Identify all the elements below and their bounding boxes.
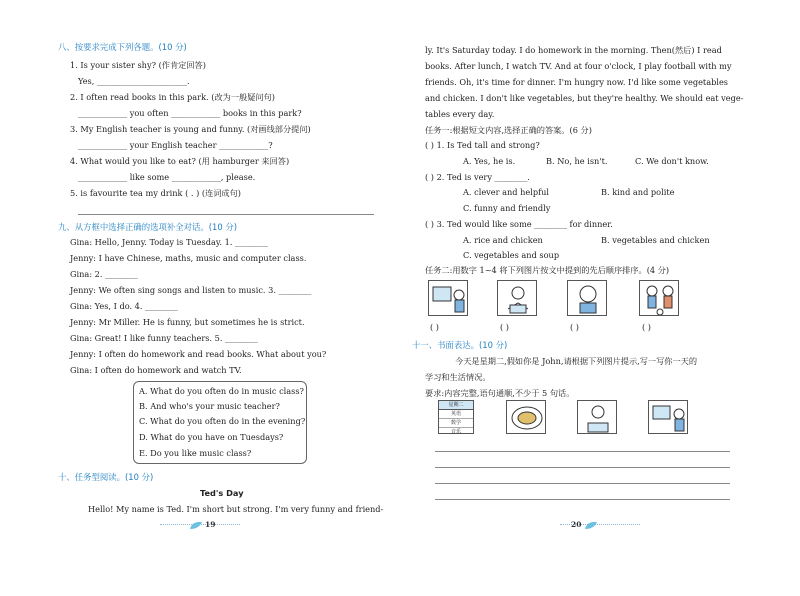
order-blank: ( ) — [570, 322, 579, 332]
q8-2-answer: ____________ you often ____________ books in this park? — [78, 108, 302, 118]
picture-dinner — [567, 280, 607, 316]
dialogue-line: Jenny: I often do homework and read books. What about you? — [70, 349, 327, 359]
task1-heading: 任务一:根据短文内容,选择正确的答案。(6 分) — [425, 125, 592, 135]
option: C. funny and friendly — [463, 203, 551, 213]
right-page — [400, 0, 800, 596]
dialogue-line: Gina: Great! I like funny teachers. 5. ________ — [70, 333, 258, 343]
writing-line[interactable] — [435, 499, 730, 500]
schedule-card — [438, 400, 474, 434]
dialogue-line: Jenny: Mr Miller. He is funny, but sometimes he is strict. — [70, 317, 305, 327]
picture-watch-tv — [428, 280, 468, 316]
dialogue-line: Gina: 2. ________ — [70, 269, 138, 279]
passage-line: friends. Oh, it's time for dinner. I'm hungry now. I'd like some vegetables — [425, 77, 728, 87]
option: B. vegetables and chicken — [601, 235, 710, 245]
dialogue-line: Gina: Hello, Jenny. Today is Tuesday. 1. ________ — [70, 237, 268, 247]
q8-4-answer: ____________ like some ____________, please. — [78, 172, 256, 182]
option: B. No, he isn't. — [546, 156, 608, 166]
page-number: 19 — [205, 520, 216, 529]
picture-football — [639, 280, 679, 316]
task1-q1: ( ) 1. Is Ted tall and strong? — [425, 140, 540, 150]
writing-prompt: 学习和生活情况。 — [425, 372, 491, 382]
q8-3-answer: ____________ your English teacher ____________? — [78, 140, 273, 150]
page-number: 20 — [571, 520, 582, 529]
order-blank: ( ) — [500, 322, 509, 332]
picture-watch-tv-2 — [648, 400, 688, 434]
picture-read-books — [497, 280, 537, 316]
dialogue-line: Gina: Yes, I do. 4. ________ — [70, 301, 178, 311]
writing-line[interactable] — [435, 467, 730, 468]
q8-4: 4. What would you like to eat? (用 hamburger 来回答) — [70, 156, 290, 166]
option-c: C. What do you often do in the evening? — [139, 416, 306, 426]
schedule-item: 英语 — [439, 410, 473, 419]
order-blank: ( ) — [430, 322, 439, 332]
q8-1: 1. Is your sister shy? (作肯定回答) — [70, 60, 206, 70]
writing-prompt: 今天是星期二,假如你是 John,请根据下列图片提示,写一写你一天的 — [455, 356, 698, 366]
schedule-day: 星期二 — [439, 401, 473, 410]
picture-food-plate — [506, 400, 546, 434]
dialogue-line: Jenny: I have Chinese, maths, music and computer class. — [70, 253, 307, 263]
task2-heading: 任务二:用数字 1~4 将下列图片按文中提到的先后顺序排序。(4 分) — [425, 265, 670, 275]
option-d: D. What do you have on Tuesdays? — [139, 432, 284, 442]
q8-5-answer-line — [78, 214, 374, 215]
option-b: B. And who's your music teacher? — [139, 401, 280, 411]
passage-line: ly. It's Saturday today. I do homework in the morning. Then(然后) I read — [425, 45, 722, 55]
option: A. clever and helpful — [463, 187, 550, 197]
option: A. Yes, he is. — [463, 156, 516, 166]
schedule-item: 音乐 — [450, 429, 461, 435]
leaf-icon — [584, 520, 598, 530]
option-a: A. What do you often do in music class? — [139, 386, 304, 396]
writing-requirement: 要求:内容完整,语句通顺,不少于 5 句话。 — [425, 388, 575, 398]
q8-2: 2. I often read books in this park. (改为一般疑问句) — [70, 92, 275, 102]
writing-line[interactable] — [435, 451, 730, 452]
task1-q2: ( ) 2. Ted is very ________. — [425, 172, 530, 182]
order-blank: ( ) — [642, 322, 651, 332]
passage-line: and chicken. I don't like vegetables, but they're healthy. We should eat vege- — [425, 93, 744, 103]
picture-study — [577, 400, 617, 434]
option: C. vegetables and soup — [463, 250, 560, 260]
section-8-heading: 八、按要求完成下列各题。(10 分) — [58, 42, 187, 52]
option: C. We don't know. — [635, 156, 709, 166]
passage-line: books. After lunch, I watch TV. And at four o'clock, I play football with my — [425, 61, 732, 71]
option-e: E. Do you like music class? — [139, 448, 252, 458]
passage-title: Ted's Day — [200, 488, 244, 498]
dialogue-line: Jenny: We often sing songs and listen to music. 3. ________ — [70, 285, 312, 295]
q8-3: 3. My English teacher is young and funny. (对画线部分提问) — [70, 124, 311, 134]
dialogue-line: Gina: I often do homework and watch TV. — [70, 365, 242, 375]
passage-line: Hello! My name is Ted. I'm short but strong. I'm very funny and friend- — [88, 504, 384, 514]
section-9-heading: 九、从方框中选择正确的选项补全对话。(10 分) — [58, 222, 237, 232]
q8-1-answer: Yes, ______________________. — [78, 76, 190, 86]
passage-line: tables every day. — [425, 109, 495, 119]
option: A. rice and chicken — [463, 235, 543, 245]
task1-q3: ( ) 3. Ted would like some ________ for dinner. — [425, 219, 613, 229]
writing-line[interactable] — [435, 483, 730, 484]
section-10-heading: 十、任务型阅读。(10 分) — [58, 472, 154, 482]
schedule-item: 数学 — [439, 419, 473, 428]
section-11-heading: 十一、书面表达。(10 分) — [412, 340, 508, 350]
leaf-icon — [189, 520, 203, 530]
option: B. kind and polite — [601, 187, 675, 197]
q8-5: 5. is favourite tea my drink ( . ) (连词成句) — [70, 188, 242, 198]
